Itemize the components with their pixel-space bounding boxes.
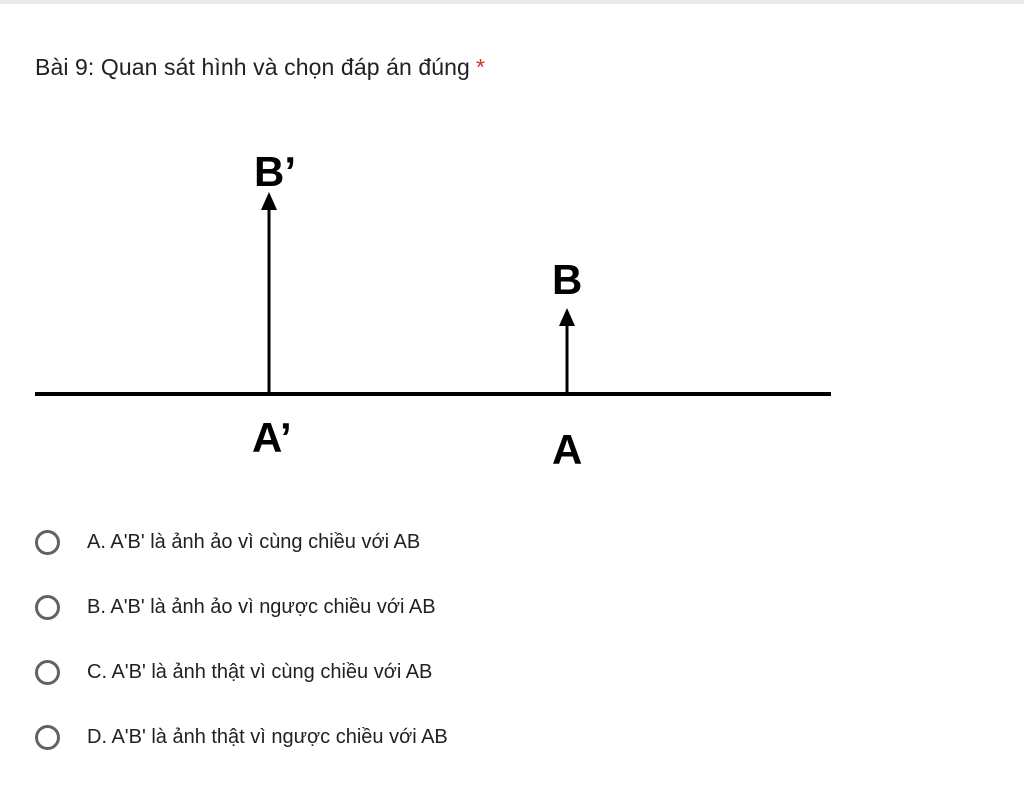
label-a-prime: A’	[252, 414, 292, 461]
radio-button[interactable]	[35, 725, 60, 750]
question-figure	[30, 140, 840, 475]
option-b[interactable]	[35, 587, 448, 652]
option-c[interactable]	[35, 652, 448, 717]
radio-button[interactable]	[35, 595, 60, 620]
option-d-label[interactable]: D. A'B' là ảnh thật vì ngược chiều với AB	[87, 726, 448, 748]
radio-button[interactable]	[35, 530, 60, 555]
option-b-label[interactable]: B. A'B' là ảnh ảo vì ngược chiều với AB	[87, 596, 436, 618]
option-d[interactable]	[35, 717, 448, 782]
question-title	[35, 50, 485, 84]
answer-options	[35, 522, 448, 782]
option-c-label[interactable]: C. A'B' là ảnh thật vì cùng chiều với AB	[87, 661, 433, 683]
required-mark: *	[475, 54, 485, 80]
label-b: B	[552, 256, 583, 303]
question-title-text: Bài 9: Quan sát hình và chọn đáp án đúng	[35, 54, 470, 80]
option-a[interactable]	[35, 522, 448, 587]
object-arrowhead-icon	[559, 308, 575, 326]
option-a-label[interactable]: A. A'B' là ảnh ảo vì cùng chiều với AB	[87, 531, 421, 553]
label-a: A	[552, 426, 583, 473]
label-b-prime: B’	[254, 148, 296, 195]
radio-button[interactable]	[35, 660, 60, 685]
